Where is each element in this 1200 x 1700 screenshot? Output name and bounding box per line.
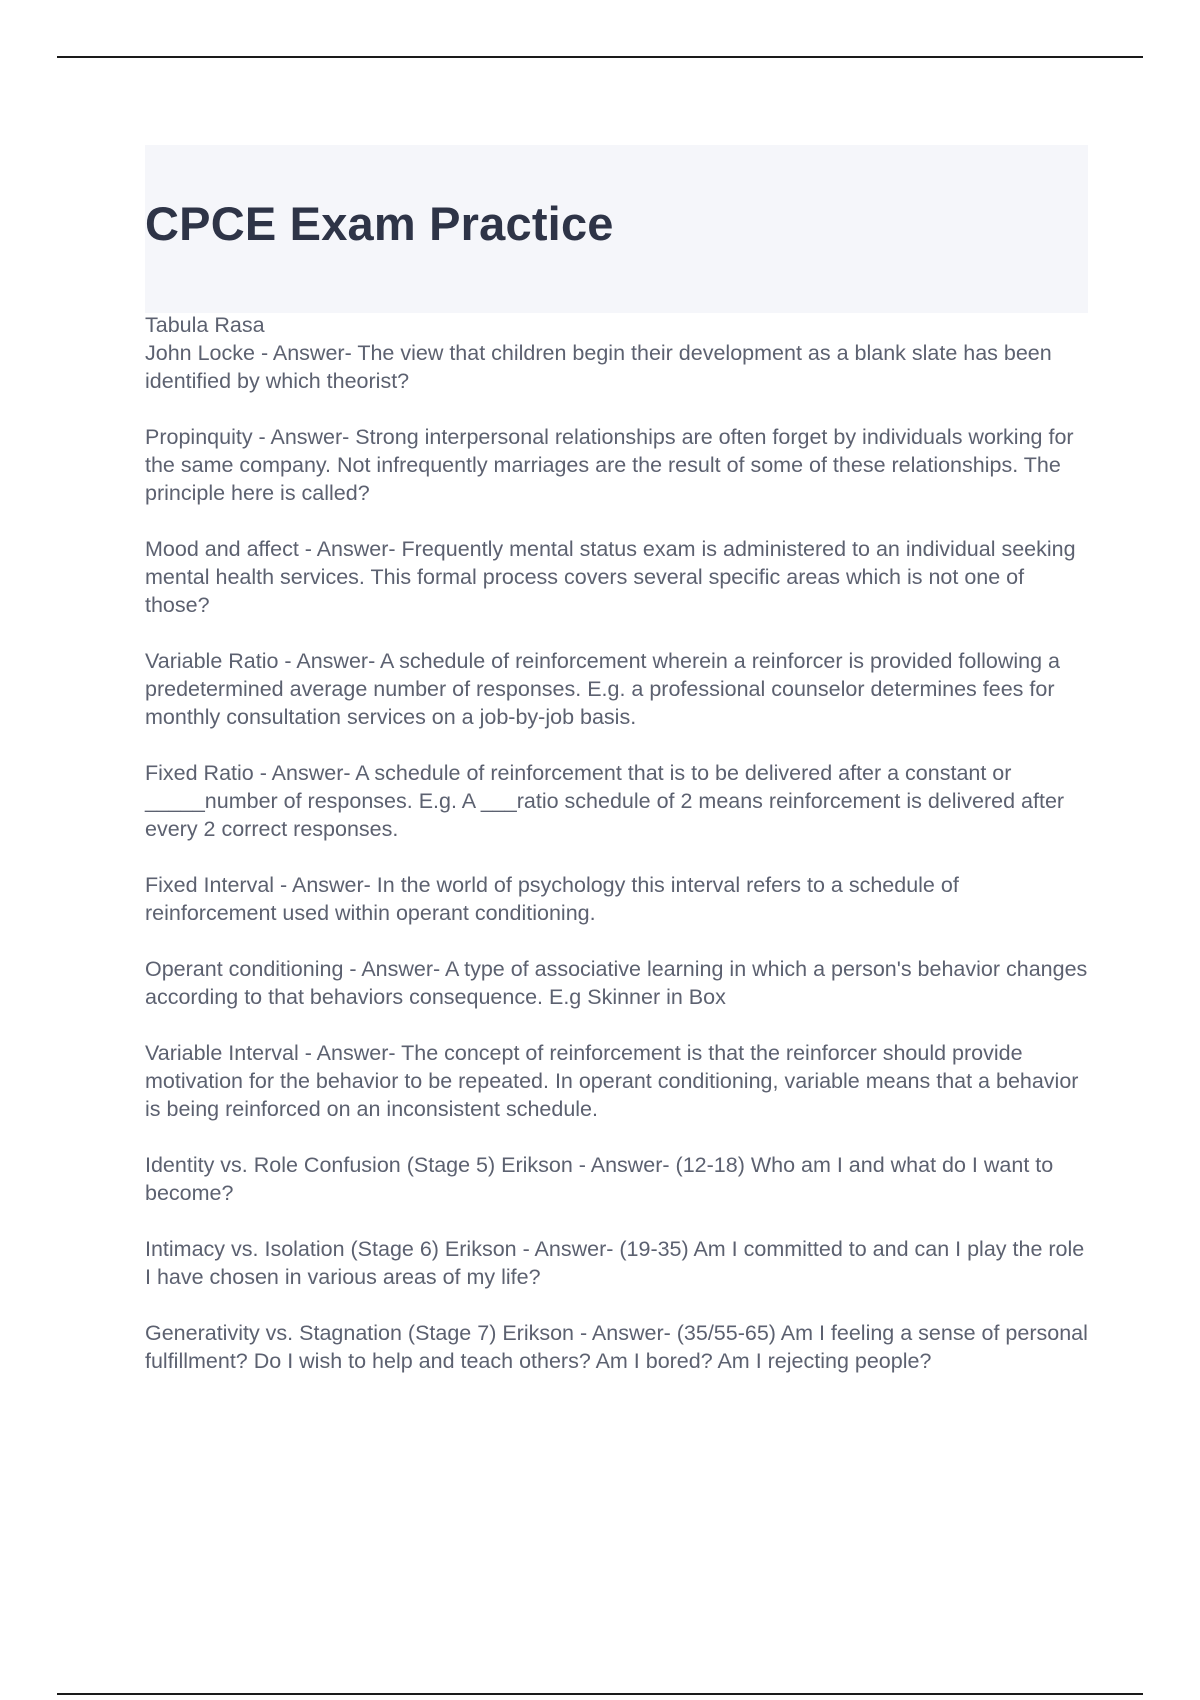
qa-item: Fixed Interval - Answer- In the world of psychology this interval refers to a schedule of reinforcement used within operant conditioning.: [145, 873, 959, 925]
document-title: CPCE Exam Practice: [145, 197, 614, 250]
qa-item: Fixed Ratio - Answer- A schedule of reinforcement that is to be delivered after a constant or _____number of responses. E.g. A ___ratio schedule of 2 means reinforcement is delivered after every 2 correct responses.: [145, 761, 1065, 841]
qa-item: Identity vs. Role Confusion (Stage 5) Erikson - Answer- (12-18) Who am I and what do I want to become?: [145, 1153, 1054, 1205]
qa-item: Intimacy vs. Isolation (Stage 6) Erikson - Answer- (19-35) Am I committed to and can I play the role I have chosen in various areas of my life?: [145, 1237, 1085, 1289]
document-body: [145, 311, 1090, 1403]
qa-item: Variable Ratio - Answer- A schedule of reinforcement wherein a reinforcer is provided following a predetermined average number of responses. E.g. a professional counselor determines fees for monthly consultation services on a job-by-job basis.: [145, 649, 1061, 729]
bottom-rule: [57, 1693, 1143, 1695]
qa-item: Propinquity - Answer- Strong interpersonal relationships are often forget by individuals working for the same company. Not infrequently marriages are the result of some of these relationships. The principle here is called?: [145, 425, 1074, 505]
qa-item: Operant conditioning - Answer- A type of associative learning in which a person's behavior changes according to that behaviors consequence. E.g Skinner in Box: [145, 957, 1088, 1009]
top-rule: [57, 56, 1143, 58]
qa-item: Generativity vs. Stagnation (Stage 7) Erikson - Answer- (35/55-65) Am I feeling a sense of personal fulfillment? Do I wish to help and teach others? Am I bored? Am I rejecting people?: [145, 1321, 1088, 1373]
qa-item: Variable Interval - Answer- The concept of reinforcement is that the reinforcer should provide motivation for the behavior to be repeated. In operant conditioning, variable means that a behavior is being reinforced on an inconsistent schedule.: [145, 1041, 1079, 1121]
qa-item: John Locke - Answer- The view that children begin their development as a blank slate has been identified by which theorist?: [145, 341, 1052, 393]
qa-item: Mood and affect - Answer- Frequently mental status exam is administered to an individual seeking mental health services. This formal process covers several specific areas which is not one of those?: [145, 537, 1076, 617]
intro-line: Tabula Rasa: [145, 313, 265, 337]
